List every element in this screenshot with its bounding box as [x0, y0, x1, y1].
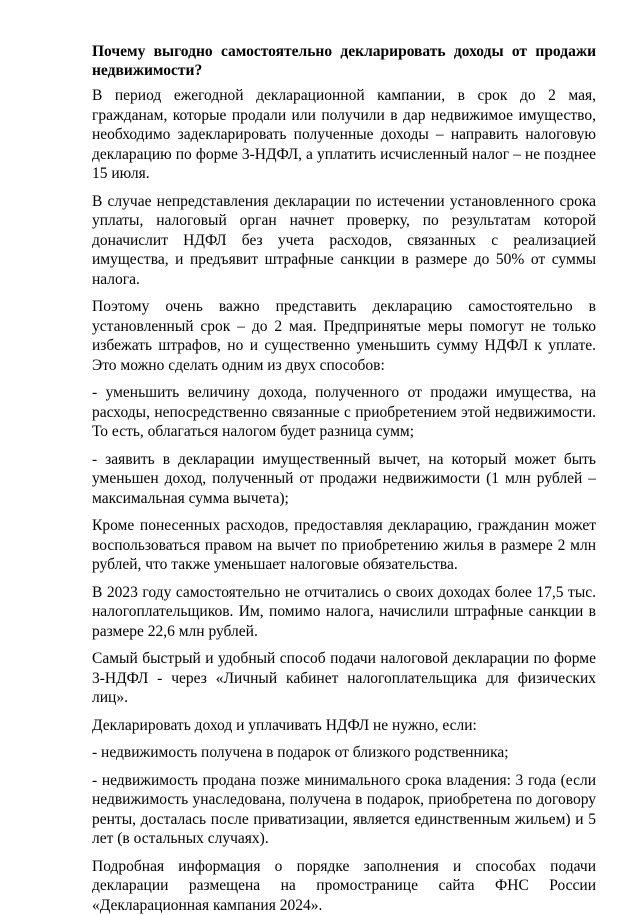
- paragraph-exemption-ownership-term: - недвижимость продана позже минимального срока владения: 3 года (если недвижимость унаследована, получена в подарок, приобретена по договору ренты, досталась после приватизации, является единственным жильем) и 5 лет (в остальных случаях).: [92, 771, 596, 849]
- paragraph-more-info: Подробная информация о порядке заполнения и способах подачи декларации размещена на промостранице сайта ФНС России «Декларационная кампания 2024».: [92, 857, 596, 915]
- paragraph-exemptions-intro: Декларировать доход и уплачивать НДФЛ не нужно, если:: [92, 716, 596, 736]
- paragraph-declaration-deadline: В период ежегодной декларационной кампании, в срок до 2 мая, гражданам, которые продали или получили в дар недвижимое имущество, необходимо задекларировать полученные доходы – направить налоговую декларацию по форме 3-НДФЛ, а уплатить исчисленный налог – не позднее 15 июля.: [92, 86, 596, 184]
- paragraph-importance: Поэтому очень важно представить декларацию самостоятельно в установленный срок – до 2 мая. Предпринятые меры помогут не только избежать штрафов, но и существенно уменьшить сумму НДФЛ к уплате. Это можно сделать одним из двух способов:: [92, 297, 596, 375]
- paragraph-exemption-gift: - недвижимость получена в подарок от близкого родственника;: [92, 743, 596, 763]
- document-title: Почему выгодно самостоятельно декларировать доходы от продажи недвижимости?: [92, 42, 596, 80]
- paragraph-housing-deduction: Кроме понесенных расходов, предоставляя декларацию, гражданин может воспользоваться правом на вычет по приобретению жилья в размере 2 млн рублей, что также уменьшает налоговые обязательства.: [92, 516, 596, 575]
- paragraph-method-deduction: - заявить в декларации имущественный вычет, на который может быть уменьшен доход, полученный от продажи недвижимости (1 млн рублей – максимальная сумма вычета);: [92, 450, 596, 509]
- paragraph-statistics-2023: В 2023 году самостоятельно не отчитались о своих доходах более 17,5 тыс. налогоплательщиков. Им, помимо налога, начислили штрафные санкции в размере 22,6 млн рублей.: [92, 583, 596, 642]
- paragraph-method-expenses: - уменьшить величину дохода, полученного от продажи имущества, на расходы, непосредственно связанные с приобретением этой недвижимости. То есть, облагаться налогом будет разница сумм;: [92, 383, 596, 442]
- paragraph-penalty: В случае непредставления декларации по истечении установленного срока уплаты, налоговый орган начнет проверку, по результатам которой доначислит НДФЛ без учета расходов, связанных с реализацией имущества, и предъявит штрафные санкции в размере до 50% от суммы налога.: [92, 192, 596, 290]
- paragraph-personal-account: Самый быстрый и удобный способ подачи налоговой декларации по форме 3-НДФЛ - через «Личный кабинет налогоплательщика для физических лиц».: [92, 649, 596, 708]
